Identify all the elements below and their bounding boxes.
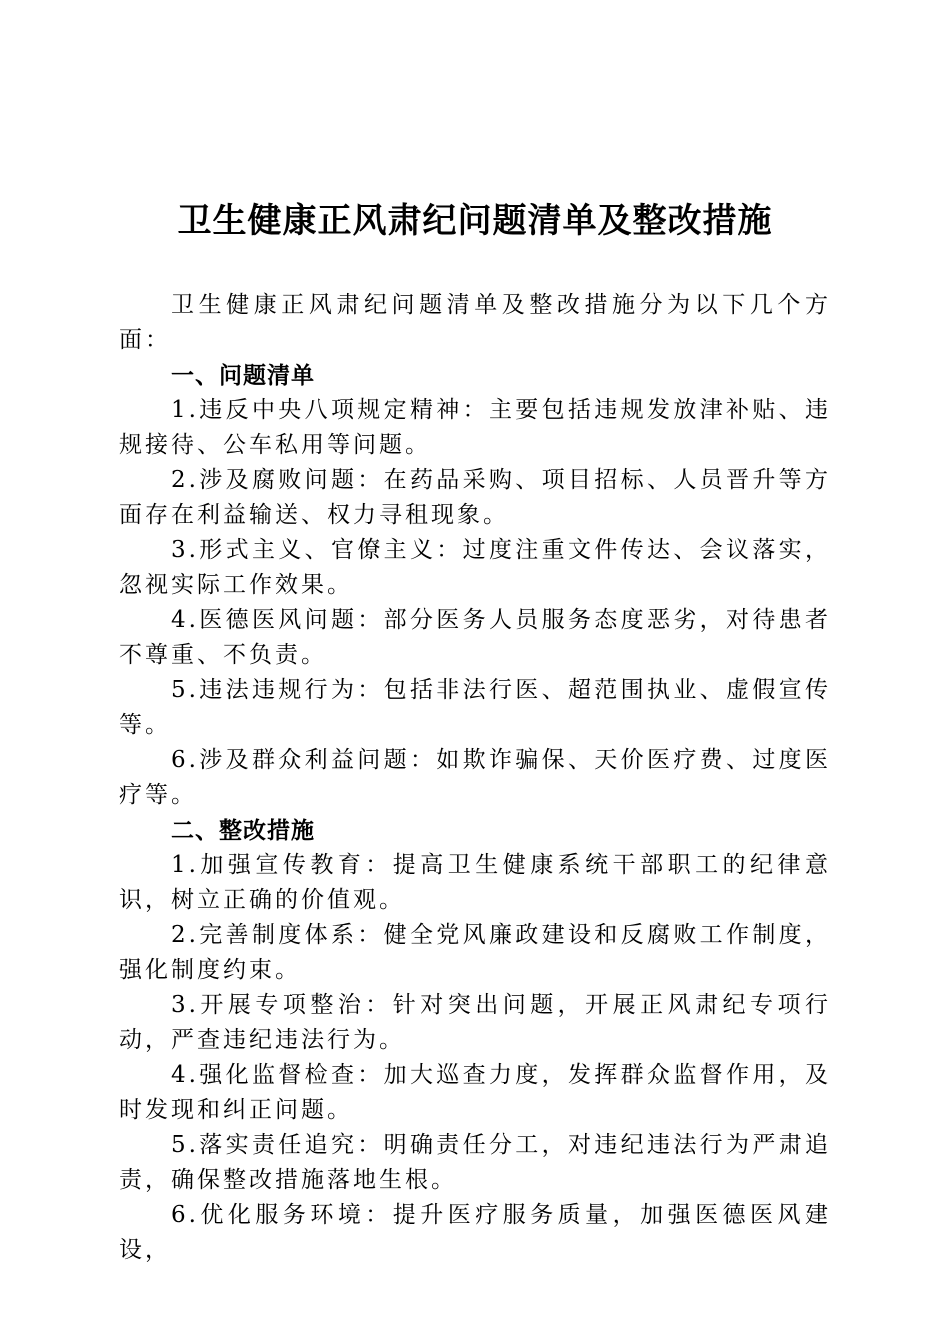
problem-item: 4.医德医风问题：部分医务人员服务态度恶劣，对待患者不尊重、不负责。	[119, 607, 831, 668]
measure-item: 4.强化监督检查：加大巡查力度，发挥群众监督作用，及时发现和纠正问题。	[119, 1062, 831, 1123]
problem-item: 3.形式主义、官僚主义：过度注重文件传达、会议落实，忽视实际工作效果。	[119, 537, 831, 598]
measure-item: 6.优化服务环境：提升医疗服务质量，加强医德医风建设，	[119, 1202, 831, 1263]
measure-item: 2.完善制度体系：健全党风廉政建设和反腐败工作制度，强化制度约束。	[119, 922, 831, 983]
problem-item: 1.违反中央八项规定精神：主要包括违规发放津补贴、违规接待、公车私用等问题。	[119, 397, 831, 458]
document-body	[119, 288, 831, 1268]
problem-item: 2.涉及腐败问题：在药品采购、项目招标、人员晋升等方面存在利益输送、权力寻租现象。	[119, 467, 831, 528]
problem-item: 5.违法违规行为：包括非法行医、超范围执业、虚假宣传等。	[119, 677, 831, 738]
section-heading-rectification-measures: 二、整改措施	[171, 817, 315, 844]
section-heading-problem-list: 一、问题清单	[171, 362, 315, 389]
document-title: 卫生健康正风肃纪问题清单及整改措施	[177, 201, 773, 241]
measure-item: 5.落实责任追究：明确责任分工，对违纪违法行为严肃追责，确保整改措施落地生根。	[119, 1132, 831, 1193]
measure-item: 1.加强宣传教育：提高卫生健康系统干部职工的纪律意识，树立正确的价值观。	[119, 852, 831, 913]
intro-paragraph: 卫生健康正风肃纪问题清单及整改措施分为以下几个方面：	[119, 292, 831, 353]
measure-item: 3.开展专项整治：针对突出问题，开展正风肃纪专项行动，严查违纪违法行为。	[119, 992, 831, 1053]
problem-item: 6.涉及群众利益问题：如欺诈骗保、天价医疗费、过度医疗等。	[119, 747, 831, 808]
